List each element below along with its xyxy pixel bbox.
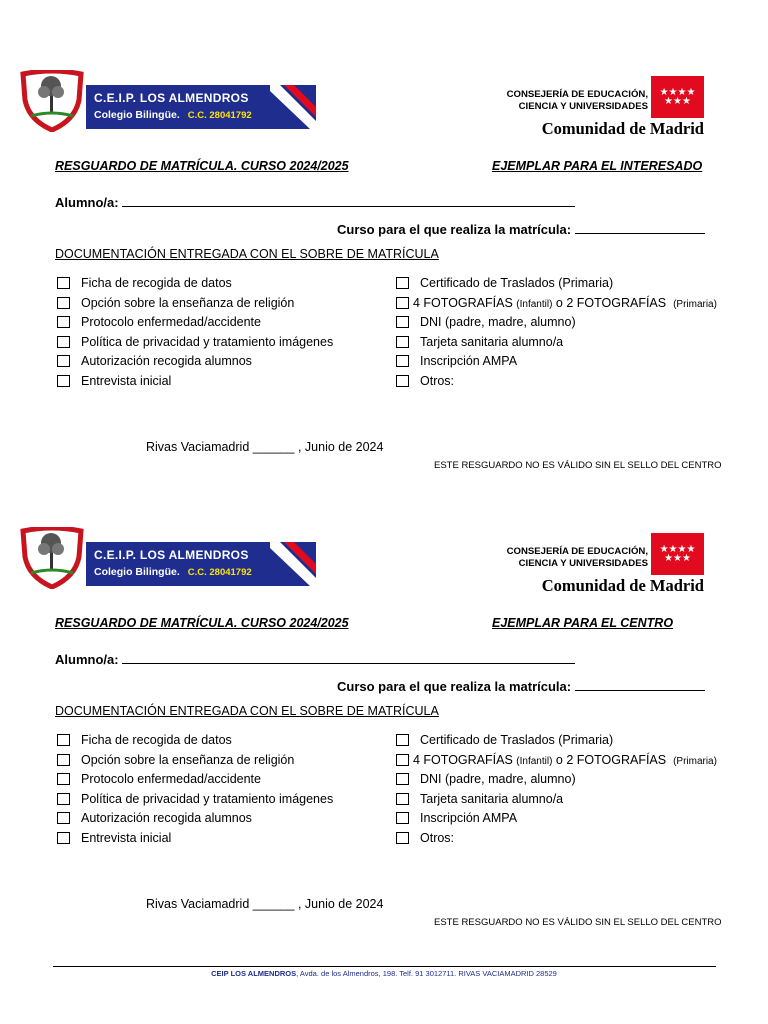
school-crest-logo <box>17 70 87 132</box>
school-code: C.C. 28041792 <box>187 110 252 121</box>
checkbox[interactable] <box>57 832 70 844</box>
receipt-title: RESGUARDO DE MATRÍCULA. CURSO 2024/2025 <box>55 159 349 173</box>
checkbox[interactable] <box>396 355 409 367</box>
school-crest-logo <box>17 527 87 589</box>
school-name: C.E.I.P. LOS ALMENDROS <box>94 548 249 562</box>
madrid-flag-logo <box>651 76 704 118</box>
checkbox[interactable] <box>57 773 70 785</box>
checkbox[interactable] <box>396 297 409 309</box>
stamp-notice: ESTE RESGUARDO NO ES VÁLIDO SIN EL SELLO DEL CENTRO <box>434 917 722 928</box>
checkbox[interactable] <box>57 336 70 348</box>
consejeria-label: CONSEJERÍA DE EDUCACIÓN, CIENCIA Y UNIVERSIDADES <box>506 546 648 569</box>
receipt-title: RESGUARDO DE MATRÍCULA. CURSO 2024/2025 <box>55 616 349 630</box>
checkbox[interactable] <box>57 734 70 746</box>
documentation-heading: DOCUMENTACIÓN ENTREGADA CON EL SOBRE DE MATRÍCULA <box>55 704 439 718</box>
copy-label: EJEMPLAR PARA EL INTERESADO <box>492 159 703 173</box>
comunidad-de-madrid: Comunidad de Madrid <box>541 119 704 138</box>
checkbox[interactable] <box>57 297 70 309</box>
checkbox[interactable] <box>396 773 409 785</box>
comunidad-de-madrid: Comunidad de Madrid <box>541 576 704 595</box>
checkbox[interactable] <box>57 316 70 328</box>
banner-stripe-decoration <box>270 85 316 129</box>
checkbox[interactable] <box>396 316 409 328</box>
checkbox[interactable] <box>57 754 70 766</box>
checkbox[interactable] <box>57 375 70 387</box>
school-code: C.C. 28041792 <box>187 567 252 578</box>
consejeria-label: CONSEJERÍA DE EDUCACIÓN, CIENCIA Y UNIVERSIDADES <box>506 89 648 112</box>
checkbox[interactable] <box>57 277 70 289</box>
checkbox[interactable] <box>57 793 70 805</box>
banner-stripe-decoration <box>270 542 316 586</box>
alumno-field[interactable]: Alumno/a: <box>55 652 595 667</box>
checkbox[interactable] <box>396 734 409 746</box>
copy-label: EJEMPLAR PARA EL CENTRO <box>492 616 674 630</box>
school-banner <box>86 85 316 129</box>
flag-stars: ★★★★ ★★★ <box>659 544 696 564</box>
curso-field[interactable]: Curso para el que realiza la matrícula: <box>337 222 717 237</box>
receipt-copy-interesado: C.E.I.P. LOS ALMENDROS Colegio Bilingüe. C.C. 28041792 CONSEJERÍA DE EDUCACIÓN, CIENCIA Y UNIVERSIDADES ★★★★ ★★★ Comunidad de Madrid RESGUARDO DE MATRÍCULA. CURSO 2024/2025 EJEMPLAR PARA EL INTERESADO Alumno/a: Curso para el que realiza la matrícula: DOCUMENTACIÓN ENTREGADA CON EL SOBRE DE MATRÍCULA Ficha de recogida de datos Opción sobre la enseñanza de religión Protocolo enfermedad/accidente Política de privacidad y tratamiento imágenes Autorización recogida alumnos Entrevista inicial Certificado de Traslados (Primaria) 4 FOTOGRAFÍAS (Infantil) o 2 FOTOGRAFÍAS (Primaria) DNI (padre, madre, alumno) Tarjeta sanitaria alumno/a Inscripción AMPA Otros: Rivas Vaciamadrid ______ , Junio de 2024 ESTE RESGUARDO NO ES VÁLIDO SIN EL SELLO DEL CENTRO <box>0 0 768 457</box>
curso-field[interactable]: Curso para el que realiza la matrícula: <box>337 679 717 694</box>
madrid-flag-logo <box>651 533 704 575</box>
flag-stars: ★★★★ ★★★ <box>659 87 696 107</box>
alumno-field[interactable]: Alumno/a: <box>55 195 595 210</box>
documentation-heading: DOCUMENTACIÓN ENTREGADA CON EL SOBRE DE MATRÍCULA <box>55 247 439 261</box>
date-line: Rivas Vaciamadrid ______ , Junio de 2024 <box>146 440 384 454</box>
checkbox[interactable] <box>57 355 70 367</box>
checkbox[interactable] <box>396 277 409 289</box>
checkbox[interactable] <box>396 336 409 348</box>
school-banner <box>86 542 316 586</box>
checkbox[interactable] <box>396 793 409 805</box>
checkbox[interactable] <box>396 375 409 387</box>
footer-divider <box>53 966 716 967</box>
school-name: C.E.I.P. LOS ALMENDROS <box>94 91 249 105</box>
stamp-notice: ESTE RESGUARDO NO ES VÁLIDO SIN EL SELLO DEL CENTRO <box>434 460 722 471</box>
checkbox[interactable] <box>396 754 409 766</box>
checkbox[interactable] <box>396 812 409 824</box>
checkbox[interactable] <box>57 812 70 824</box>
receipt-copy-centro: C.E.I.P. LOS ALMENDROS Colegio Bilingüe. C.C. 28041792 CONSEJERÍA DE EDUCACIÓN, CIENCIA Y UNIVERSIDADES ★★★★ ★★★ Comunidad de Madrid RESGUARDO DE MATRÍCULA. CURSO 2024/2025 EJEMPLAR PARA EL CENTRO Alumno/a: Curso para el que realiza la matrícula: DOCUMENTACIÓN ENTREGADA CON EL SOBRE DE MATRÍCULA Ficha de recogida de datos Opción sobre la enseñanza de religión Protocolo enfermedad/accidente Política de privacidad y tratamiento imágenes Autorización recogida alumnos Entrevista inicial Certificado de Traslados (Primaria) 4 FOTOGRAFÍAS (Infantil) o 2 FOTOGRAFÍAS (Primaria) DNI (padre, madre, alumno) Tarjeta sanitaria alumno/a Inscripción AMPA Otros: Rivas Vaciamadrid ______ , Junio de 2024 ESTE RESGUARDO NO ES VÁLIDO SIN EL SELLO DEL CENTRO <box>0 457 768 914</box>
school-subtitle: Colegio Bilingüe. C.C. 28041792 <box>94 566 252 578</box>
footer-address: CEIP LOS ALMENDROS, Avda. de los Almendros, 198. Telf. 91 3012711. RIVAS VACIAMADRID 28529 <box>211 969 557 978</box>
school-subtitle: Colegio Bilingüe. C.C. 28041792 <box>94 109 252 121</box>
checkbox[interactable] <box>396 832 409 844</box>
date-line: Rivas Vaciamadrid ______ , Junio de 2024 <box>146 897 384 911</box>
